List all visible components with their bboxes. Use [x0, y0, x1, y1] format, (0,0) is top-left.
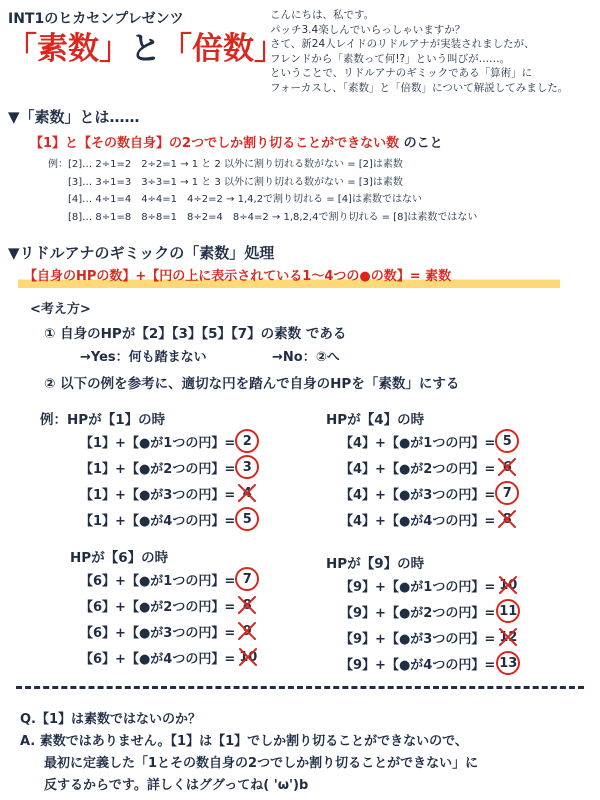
prime-definition — [30, 132, 443, 151]
result-number: 2 — [239, 434, 255, 449]
qa-answer-line1: A. 素数ではありません。【1】は【1】でしか割り切ることができないので、 — [20, 734, 468, 749]
intro-line: パッチ3.4楽しんでいらっしゃいますか？ — [270, 23, 466, 36]
page-title — [6, 30, 285, 68]
step-one-yes: →Yes：何も踏まない — [80, 350, 207, 365]
example-line: [4]… 4÷1=4 4÷4=1 4÷2=2 → 1,4,2で割り切れる = [4]は素数ではない — [48, 194, 422, 205]
result-number: 5 — [499, 434, 515, 449]
equation-text: 【9】+【●が3つの円】= — [340, 631, 496, 647]
example-row — [340, 480, 515, 506]
equation-text: 【4】+【●が2つの円】= — [340, 461, 496, 477]
result-number: 11 — [499, 604, 517, 619]
example-line: [8]… 8÷1=8 8÷8=1 8÷2=4 8÷4=2 → 1,8,2,4で割り切れる = [8]は素数ではない — [48, 211, 478, 223]
example-row — [80, 506, 255, 532]
equation-text: 【1】+【●が3つの円】= — [80, 487, 236, 503]
result-number: 8 — [499, 512, 515, 527]
result-number: 12 — [499, 630, 517, 645]
group-heading-hp9: HPが【9】の時 — [326, 556, 425, 572]
gimmick-formula: 【自身のHPの数】+【円の上に表示されている1～4つの●の数】= 素数 — [18, 266, 560, 288]
example-row — [80, 480, 255, 506]
qa-question: Q.【1】は素数ではないのか？ — [20, 712, 202, 727]
equation-text: 【1】+【●が1つの円】= — [80, 435, 236, 451]
intro-line: ということで、リドルアナのギミックである「算術」に — [270, 67, 533, 79]
definition-tail: のこと — [399, 136, 443, 151]
section-divider — [16, 686, 584, 689]
example-row — [340, 572, 517, 598]
equation-text: 【4】+【●が1つの円】= — [340, 435, 496, 451]
example-row — [80, 592, 257, 618]
example-row — [80, 428, 255, 454]
result-number: 9 — [239, 624, 255, 639]
example-group-hp9 — [340, 572, 517, 676]
equation-text: 【1】+【●が2つの円】= — [80, 461, 236, 477]
equation-text: 【6】+【●が1つの円】= — [80, 573, 236, 589]
intro-line: さて、新24人レイドのリドルアナが実装されましたが、 — [270, 38, 535, 50]
result-number: 3 — [239, 460, 255, 475]
result-number: 8 — [239, 598, 255, 613]
example-row — [80, 566, 257, 592]
step-one: ① 自身のHPが【2】【3】【5】【7】の素数 である — [44, 326, 347, 342]
title-multiple: 「倍数」 — [161, 31, 285, 67]
example-row — [340, 506, 515, 532]
equation-text: 【4】+【●が3つの円】= — [340, 487, 496, 503]
qa-answer-line2: 最初に定義した「1とその数自身の2つでしか割り切ることができない」に — [44, 756, 479, 771]
example-line: 例：[2]… 2÷1=2 2÷2=1 → 1 と 2 以外に割り切れる数がない = [2]は素数 — [48, 159, 403, 170]
result-number: 7 — [499, 486, 515, 501]
example-row — [340, 650, 517, 676]
section-heading-prime: ▼「素数」とは…… — [8, 108, 140, 126]
qa-answer-line3: 反するからです。詳しくはググってね( 'ω')b — [44, 778, 309, 793]
section-heading-gimmick: ▼リドルアナのギミックの「素数」処理 — [8, 244, 275, 262]
result-number: 6 — [499, 460, 515, 475]
equation-text: 【9】+【●が1つの円】= — [340, 579, 496, 595]
example-row — [340, 454, 515, 480]
equation-text: 【9】+【●が4つの円】= — [340, 657, 496, 673]
prime-examples — [48, 156, 477, 226]
equation-text: 【9】+【●が2つの円】= — [340, 605, 496, 621]
result-number: 10 — [239, 650, 257, 665]
intro-line: フォーカスし、「素数」と「倍数」について解説してみました。 — [270, 81, 569, 94]
example-group-hp6 — [80, 566, 257, 670]
result-number: 10 — [499, 578, 517, 593]
equation-text: 【4】+【●が4つの円】= — [340, 513, 496, 529]
group-heading-hp1: 例：HPが【1】の時 — [40, 412, 166, 428]
group-heading-hp4: HPが【4】の時 — [326, 412, 425, 428]
example-row — [80, 618, 257, 644]
header-subtitle: INT1のヒカセンプレゼンツ — [8, 11, 184, 27]
title-and: と — [130, 31, 161, 67]
result-number: 5 — [239, 512, 255, 527]
result-number: 13 — [499, 656, 517, 671]
example-row — [340, 428, 515, 454]
example-group-hp1 — [80, 428, 255, 532]
equation-text: 【6】+【●が2つの円】= — [80, 599, 236, 615]
example-line: [3]… 3÷1=3 3÷3=1 → 1 と 3 以外に割り切れる数がない = [3]は素数 — [48, 176, 403, 188]
example-row — [340, 598, 517, 624]
definition-highlight: 【1】と【その数自身】の2つでしか割り切ることができない数 — [30, 136, 400, 151]
example-group-hp4 — [340, 428, 515, 532]
equation-text: 【6】+【●が4つの円】= — [80, 651, 236, 667]
step-one-no: →No：②へ — [272, 350, 340, 365]
equation-text: 【1】+【●が4つの円】= — [80, 513, 236, 529]
title-prime: 「素数」 — [6, 31, 130, 67]
result-number: 7 — [239, 572, 255, 587]
group-heading-hp6: HPが【6】の時 — [70, 550, 169, 566]
example-row — [80, 454, 255, 480]
intro-line: フレンドから「素数って何!?」という叫びが……。 — [270, 52, 511, 65]
intro-line: こんにちは、私です。 — [270, 9, 375, 21]
think-label: <考え方> — [30, 302, 91, 317]
example-row — [80, 644, 257, 670]
step-two: ② 以下の例を参考に、適切な円を踏んで自身のHPを「素数」にする — [44, 376, 460, 392]
intro-text — [270, 8, 598, 95]
result-number: 4 — [239, 486, 255, 501]
equation-text: 【6】+【●が3つの円】= — [80, 625, 236, 641]
example-row — [340, 624, 517, 650]
